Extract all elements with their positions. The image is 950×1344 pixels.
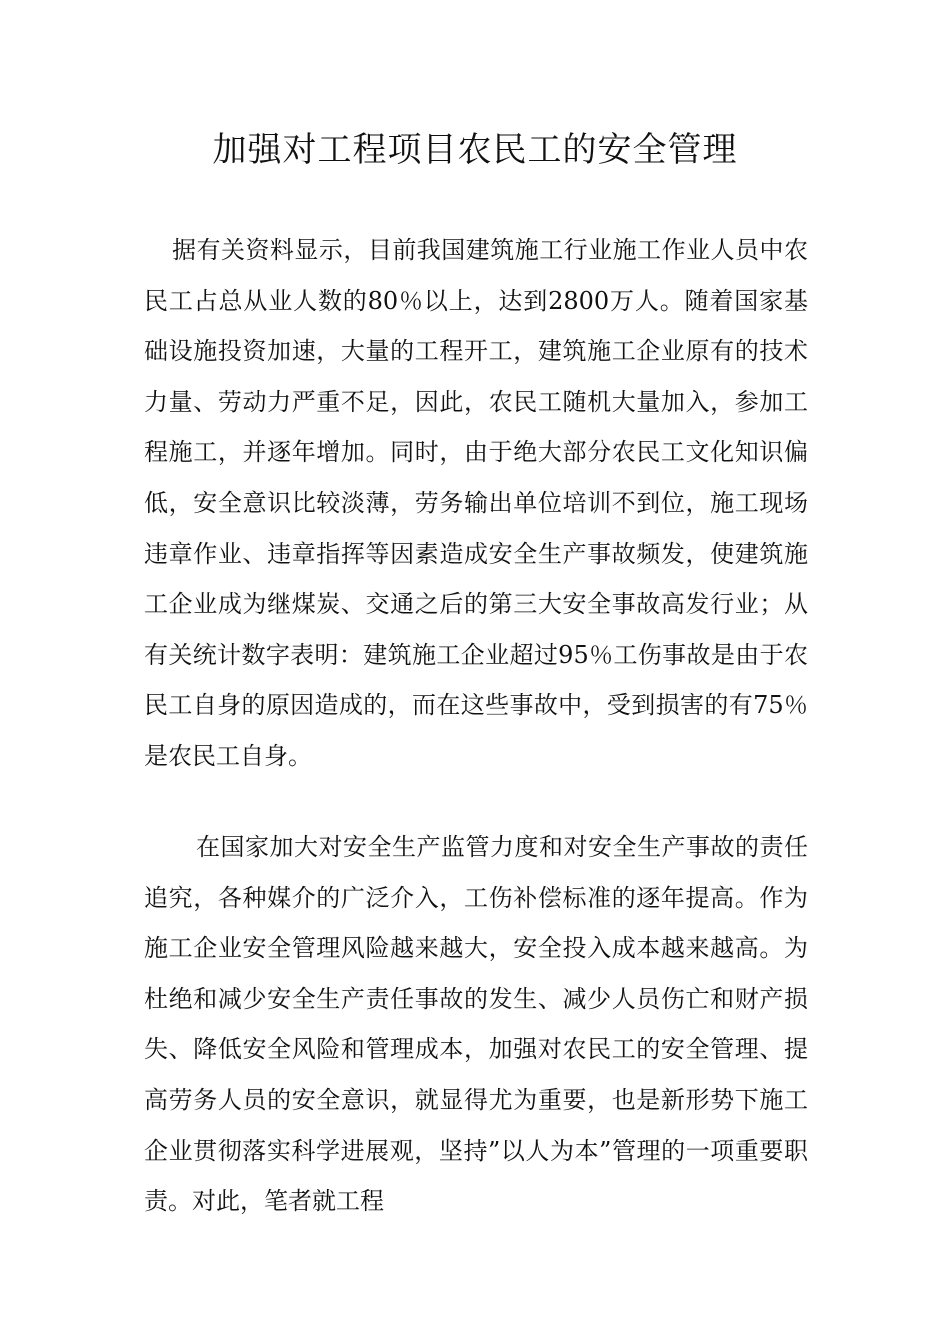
document-title: 加强对工程项目农民工的安全管理 — [212, 130, 738, 170]
body-paragraph-2: 在国家加大对安全生产监管力度和对安全生产事故的责任追究，各种媒介的广泛介入，工伤补偿标准的逐年提高。作为施工企业安全管理风险越来越大，安全投入成本越来越高。为杜绝和减少安全生产责任事故的发生、减少人员伤亡和财产损失、降低安全风险和管理成本，加强对农民工的安全管理、提高劳务人员的安全意识，就显得尤为重要，也是新形势下施工企业贯彻落实科学进展观，坚持”以人为本”管理的一项重要职责。对此，笔者就工程 — [144, 833, 808, 1216]
body-paragraph-1: 据有关资料显示，目前我国建筑施工行业施工作业人员中农民工占总从业人数的80％以上，达到2800万人。随着国家基础设施投资加速，大量的工程开工，建筑施工企业原有的技术力量、劳动力严重不足，因此，农民工随机大量加入，参加工程施工，并逐年增加。同时，由于绝大部分农民工文化知识偏低，安全意识比较淡薄，劳务输出单位培训不到位，施工现场违章作业、违章指挥等因素造成安全生产事故频发，使建筑施工企业成为继煤炭、交通之后的第三大安全事故高发行业；从有关统计数字表明：建筑施工企业超过95％工伤事故是由于农民工自身的原因造成的，而在这些事故中，受到损害的有75％是农民工自身。 — [144, 236, 808, 770]
